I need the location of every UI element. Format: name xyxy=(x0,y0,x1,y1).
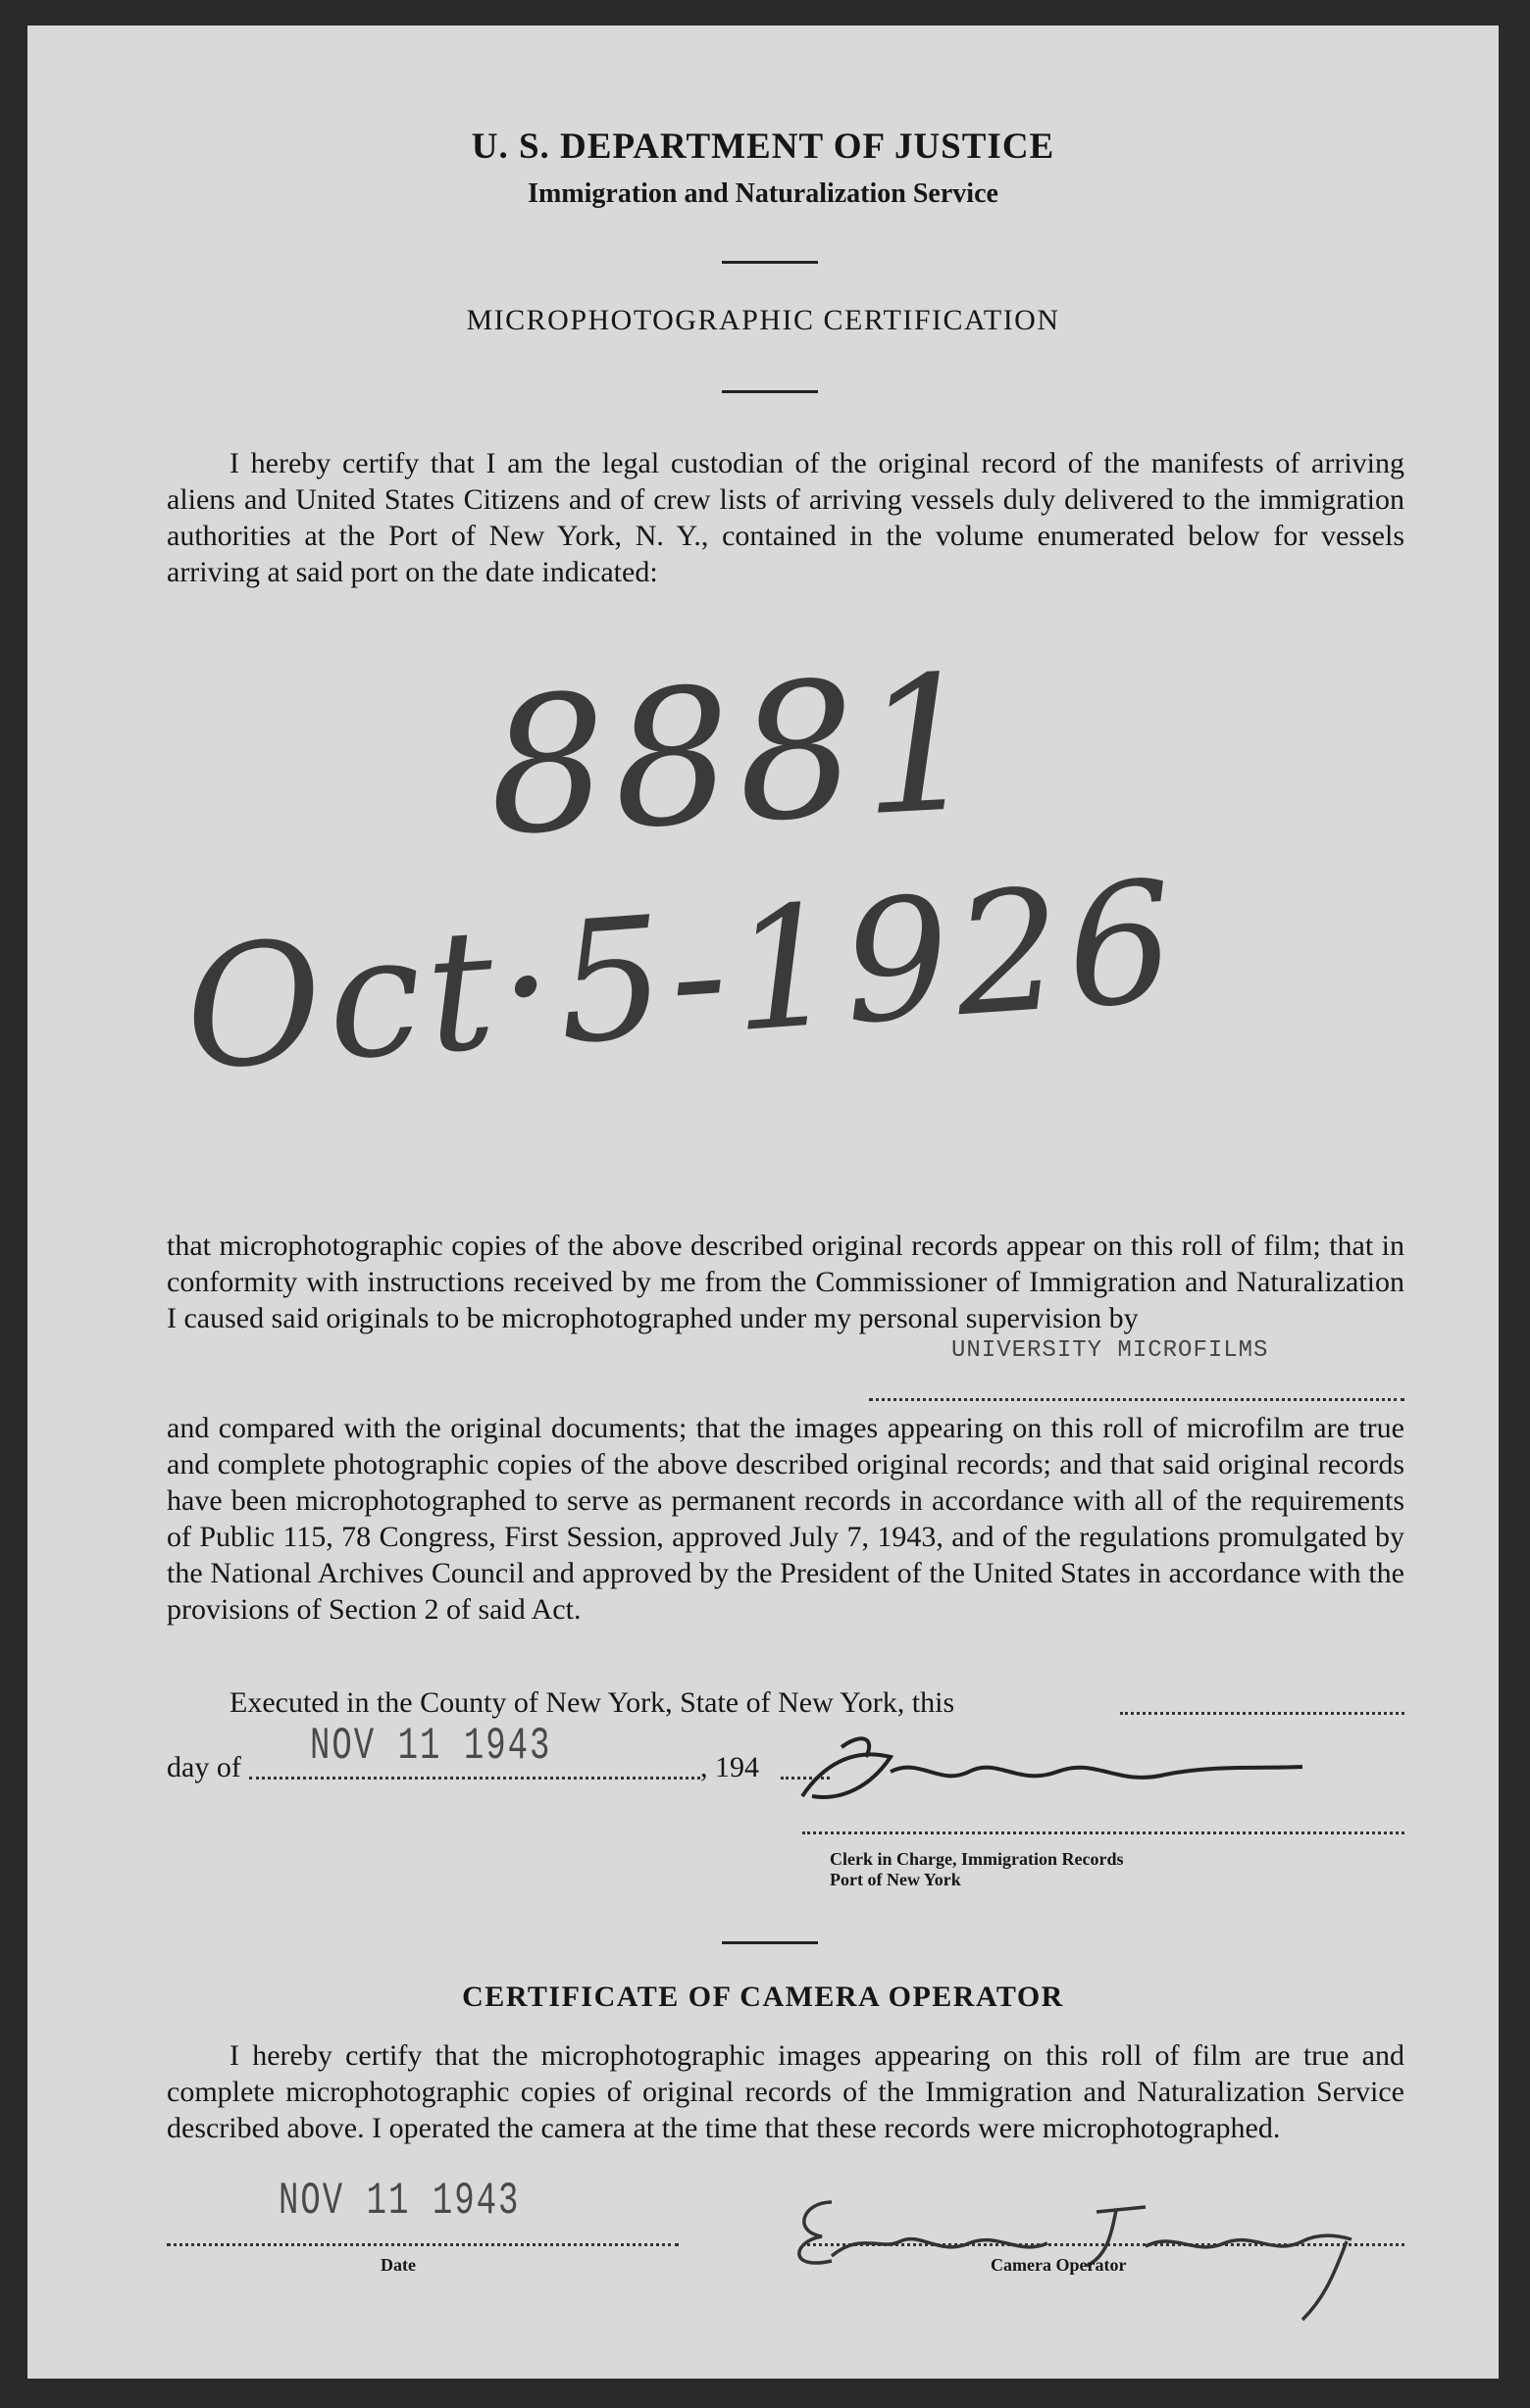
camera-operator-line xyxy=(802,2243,1404,2246)
department-title: U. S. DEPARTMENT OF JUSTICE xyxy=(471,126,1055,167)
clerk-title-line1: Clerk in Charge, Immigration Records xyxy=(830,1849,1124,1869)
camera-date-label: Date xyxy=(381,2255,416,2275)
clerk-title-line2: Port of New York xyxy=(830,1870,961,1889)
execution-date-stamp: NOV 11 1943 xyxy=(310,1722,552,1773)
executed-text: Executed in the County of New York, State of New York, this xyxy=(230,1686,955,1719)
clerk-signature-line xyxy=(802,1831,1404,1834)
day-of-line xyxy=(249,1777,700,1780)
clerk-title xyxy=(830,1849,1123,1890)
intro-text: I hereby certify that I am the legal custodian of the original record of the manifests of arriving aliens and United States Citizens and of crew lists of arriving vessels duly delivered to the immigration authorities at the Port of New York, N. Y., contained in the volume enumerated below for vessels arriving at said port on the date indicated: xyxy=(167,447,1404,588)
operator-signature-stroke-2 xyxy=(1087,2207,1352,2320)
camera-operator-signature xyxy=(773,2163,1381,2330)
certificate-sheet xyxy=(27,25,1499,2379)
divider xyxy=(722,390,818,393)
handwritten-volume-number: 8881 xyxy=(483,633,992,878)
camera-certificate-text: I hereby certify that the microphotographic images appearing on this roll of film are true and complete microphotographic copies of original records of the Immigration and Naturalization Service described above. I operated the camera at the time that these records were microphotographed. xyxy=(167,2039,1404,2144)
camera-date-stamp: NOV 11 1943 xyxy=(279,2177,521,2228)
camera-operator-label: Camera Operator xyxy=(991,2255,1127,2275)
divider xyxy=(722,1941,818,1944)
body-text-part2: and compared with the original documents; that the images appearing on this roll of microfilm are true and complete photographic copies of the above described original records; and that said original records have been microphotographed to serve as permanent records in accordance with all of the requirements of Public 115, 78 Congress, First Session, approved July 7, 1943, and of the regulations promulgated by the National Archives Council and approved by the President of the United States in accordance with the provisions of Section 2 of said Act. xyxy=(167,1412,1404,1626)
camera-date-line xyxy=(167,2243,679,2246)
clerk-signature-stroke xyxy=(802,1754,1302,1797)
handwritten-arrival-date: Oct·5-1926 xyxy=(178,844,1186,1109)
day-of-label: day of xyxy=(167,1751,241,1783)
operator-signature-stroke-1 xyxy=(799,2202,1047,2263)
supervisor-line xyxy=(869,1398,1404,1401)
camera-certificate-paragraph xyxy=(167,2037,1404,2146)
form-title: MICROPHOTOGRAPHIC CERTIFICATION xyxy=(466,304,1060,336)
executed-day-line xyxy=(1120,1712,1404,1715)
intro-paragraph xyxy=(167,445,1404,590)
service-subtitle: Immigration and Naturalization Service xyxy=(528,178,998,209)
body-paragraph xyxy=(167,1228,1404,1336)
body-paragraph-continued xyxy=(167,1410,1404,1628)
divider xyxy=(722,261,818,264)
clerk-signature xyxy=(773,1728,1322,1816)
camera-certificate-title: CERTIFICATE OF CAMERA OPERATOR xyxy=(462,1981,1064,2013)
year-prefix: , 194 xyxy=(700,1751,759,1783)
body-text-part1: that microphotographic copies of the above described original records appear on this roll of film; that in conformity with instructions received by me from the Commissioner of Immigration and Naturalization I caused said originals to be microphotographed under my personal supervision by xyxy=(167,1229,1404,1334)
supervisor-stamp: UNIVERSITY MICROFILMS xyxy=(951,1337,1269,1364)
